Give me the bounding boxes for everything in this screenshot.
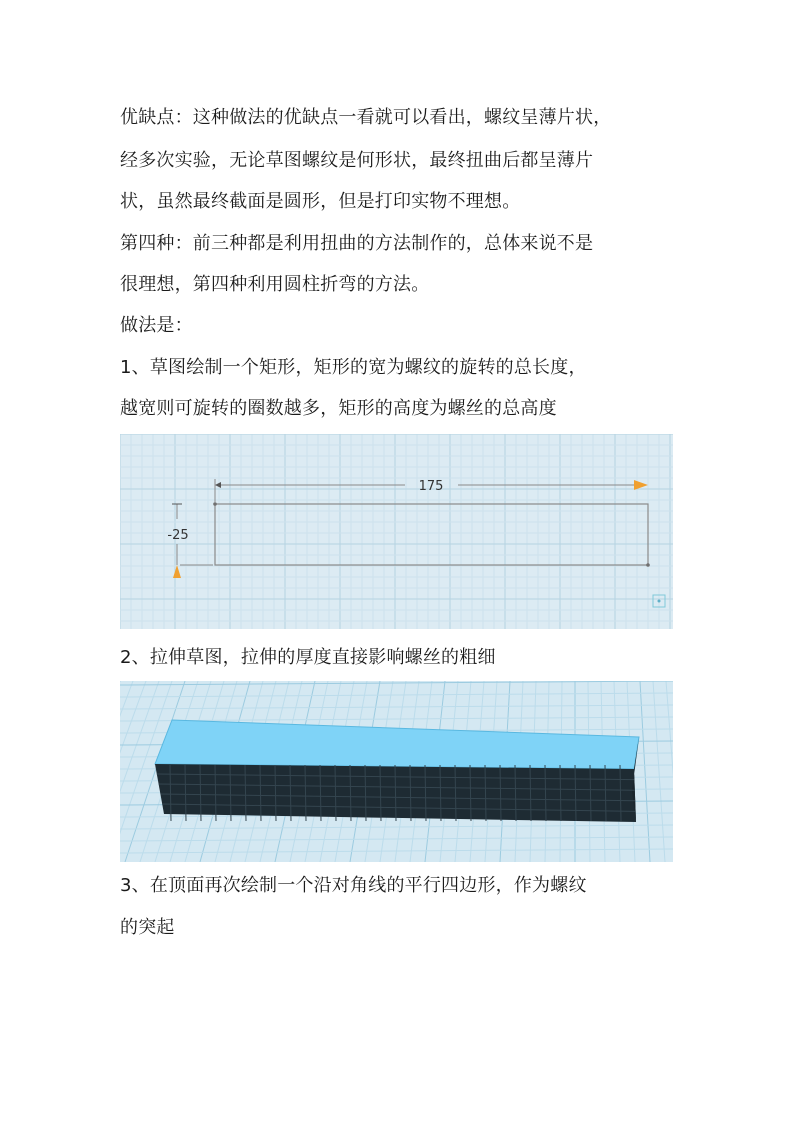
text-line-5: 很理想，第四种利用圆柱折弯的方法。 — [120, 274, 430, 295]
dimension-arrow-left-icon — [215, 482, 221, 488]
text-line-1: 优缺点：这种做法的优缺点一看就可以看出，螺纹呈薄片状， — [120, 107, 612, 128]
extruded-box-figure — [120, 681, 673, 862]
sketch-grid — [120, 434, 673, 629]
text-line-2: 经多次实验，无论草图螺纹是何形状，最终扭曲后都呈薄片 — [120, 150, 594, 171]
text-line-9: 2、拉伸草图，拉伸的厚度直接影响螺丝的粗细 — [120, 647, 496, 668]
corner-point — [213, 502, 217, 506]
text-line-4: 第四种：前三种都是利用扭曲的方法制作的，总体来说不是 — [120, 233, 594, 254]
sketch-rectangle-figure — [120, 434, 673, 629]
text-line-10: 3、在顶面再次绘制一个沿对角线的平行四边形，作为螺纹 — [120, 875, 587, 896]
corner-point — [646, 563, 650, 567]
height-dimension-label: -25 — [167, 528, 189, 543]
sketch-canvas — [120, 434, 673, 629]
text-line-3: 状，虽然最终截面是圆形，但是打印实物不理想。 — [120, 191, 521, 212]
text-line-6: 做法是： — [120, 315, 193, 336]
model-canvas — [120, 681, 673, 862]
text-line-8: 越宽则可旋转的圈数越多，矩形的高度为螺丝的总高度 — [120, 398, 557, 419]
box-top-face — [155, 720, 639, 769]
width-dimension-label: 175 — [418, 479, 444, 494]
text-line-11: 的突起 — [120, 917, 175, 938]
sketch-rectangle — [215, 504, 648, 565]
text-line-7: 1、草图绘制一个矩形，矩形的宽为螺纹的旋转的总长度， — [120, 357, 587, 378]
dimension-arrow-up-icon — [173, 565, 181, 578]
